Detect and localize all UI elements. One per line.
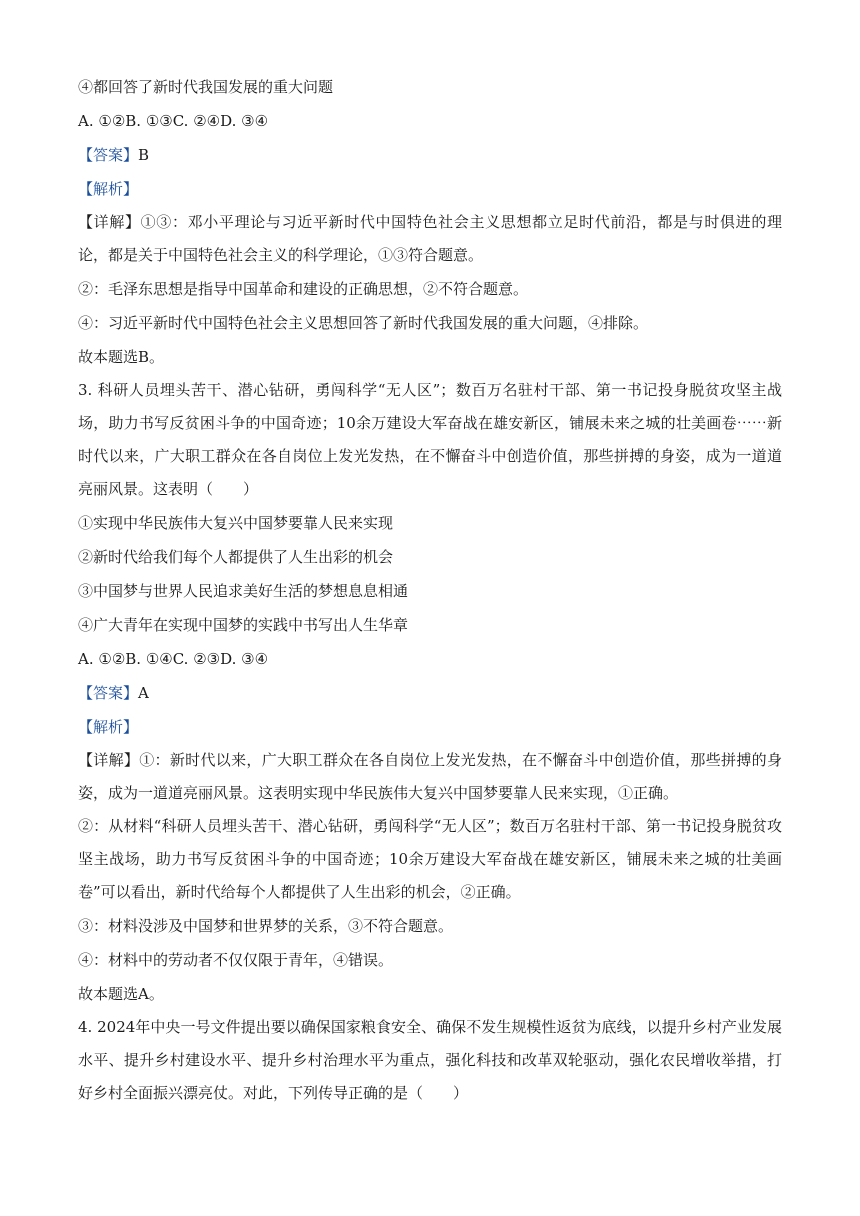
detail-tag: 【详解】 <box>78 213 141 231</box>
q3-detail-paragraph-3: ③：材料没涉及中国梦和世界梦的关系，③不符合题意。 <box>78 917 454 935</box>
q2-conclusion: 故本题选B。 <box>78 348 165 366</box>
page-content <box>78 70 782 1110</box>
q2-answer-options: A. ①②B. ①③C. ②④D. ③④ <box>78 112 269 130</box>
q3-choice-item-1: ①实现中华民族伟大复兴中国梦要靠人民来实现 <box>78 514 394 532</box>
detail-tag: 【详解】 <box>78 751 140 769</box>
q3-question-stem: 3. 科研人员埋头苦干、潜心钻研，勇闯科学“无人区”；数百万名驻村干部、第一书记投身脱贫攻坚主战场，助力书写反贫困斗争的中国奇迹；10余万建设大军奋战在雄安新区，铺展未来之城的壮美画卷⋯⋯新时代以来，广大职工群众在各自岗位上发光发热，在不懈奋斗中创造价值，那些拼搏的身姿，成为一道道亮丽风景。这表明（ ） <box>78 381 782 498</box>
answer-tag: 【答案】 <box>78 684 139 702</box>
q2-detail-paragraph-2: ②：毛泽东思想是指导中国革命和建设的正确思想，②不符合题意。 <box>78 280 529 298</box>
q3-answer-line <box>78 676 782 710</box>
q3-choice-item-2: ②新时代给我们每个人都提供了人生出彩的机会 <box>78 548 394 566</box>
q2-choice-item-4: ④都回答了新时代我国发展的重大问题 <box>78 78 334 96</box>
answer-value: A <box>138 684 149 702</box>
analysis-tag: 【解析】 <box>78 180 139 198</box>
q2-detail-paragraph-3: ④：习近平新时代中国特色社会主义思想回答了新时代我国发展的重大问题，④排除。 <box>78 314 649 332</box>
q3-choice-item-3: ③中国梦与世界人民追求美好生活的梦想息息相通 <box>78 582 409 600</box>
answer-value: B <box>138 146 150 164</box>
q4-question-stem: 4. 2024年中央一号文件提出要以确保国家粮食安全、确保不发生规模性返贫为底线，以提升乡村产业发展水平、提升乡村建设水平、提升乡村治理水平为重点，强化科技和改革双轮驱动，强化农民增收举措，打好乡村全面振兴漂亮仗。对此，下列传导正确的是（ ） <box>78 1018 782 1102</box>
q3-choice-item-4: ④广大青年在实现中国梦的实践中书写出人生华章 <box>78 616 409 634</box>
q3-detail-paragraph-2: ②：从材料“科研人员埋头苦干、潜心钻研，勇闯科学“无人区”；数百万名驻村干部、第一书记投身脱贫攻坚主战场，助力书写反贫困斗争的中国奇迹；10余万建设大军奋战在雄安新区，铺展未来之城的壮美画卷”可以看出，新时代给每个人都提供了人生出彩的机会，②正确。 <box>78 817 782 901</box>
q3-analysis-tag-line <box>78 710 782 744</box>
q3-detail-paragraph-1 <box>78 744 782 810</box>
q2-analysis-tag-line <box>78 172 782 206</box>
answer-tag: 【答案】 <box>78 146 139 164</box>
q3-detail-paragraph-4: ④：材料中的劳动者不仅仅限于青年，④错误。 <box>78 951 394 969</box>
analysis-tag: 【解析】 <box>78 718 139 736</box>
q2-detail-paragraph-1 <box>78 206 782 272</box>
detail-text: ①③：邓小平理论与习近平新时代中国特色社会主义思想都立足时代前沿，都是与时俱进的理论，都是关于中国特色社会主义的科学理论，①③符合题意。 <box>78 213 782 264</box>
q3-conclusion: 故本题选A。 <box>78 985 164 1003</box>
q2-answer-line <box>78 138 782 172</box>
detail-text: ①：新时代以来，广大职工群众在各自岗位上发光发热，在不懈奋斗中创造价值，那些拼搏的身姿，成为一道道亮丽风景。这表明实现中华民族伟大复兴中国梦要靠人民来实现，①正确。 <box>78 751 782 802</box>
q3-answer-options: A. ①②B. ①④C. ②③D. ③④ <box>78 650 269 668</box>
